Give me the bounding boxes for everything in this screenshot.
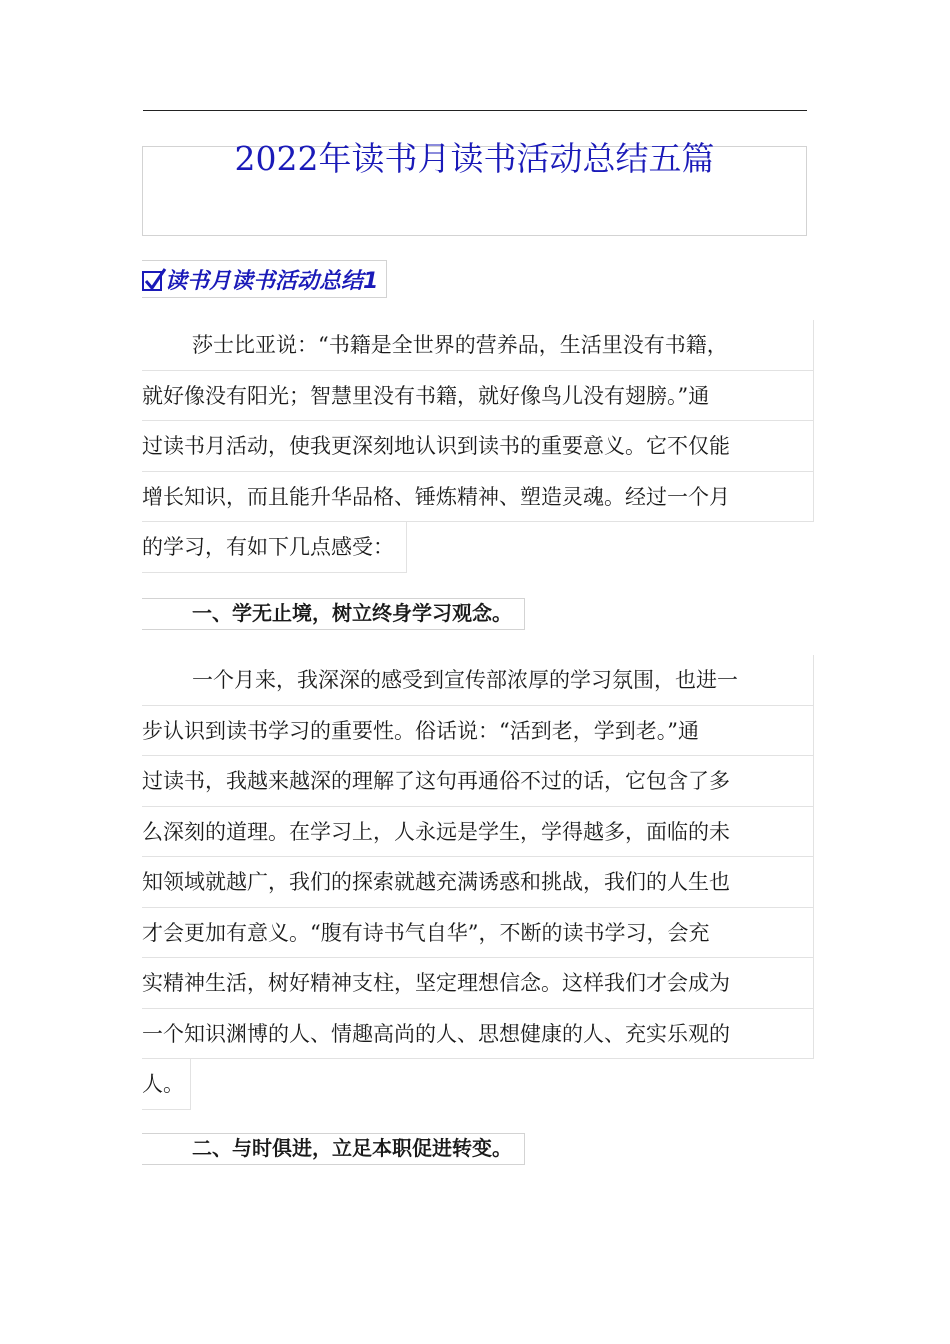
paragraph-2 — [142, 655, 814, 1110]
paragraph-line: 增长知识，而且能升华品格、锤炼精神、塑造灵魂。经过一个月 — [142, 472, 814, 523]
document-title: 2022年读书月读书活动总结五篇 — [234, 139, 715, 178]
paragraph-line: 一个月来，我深深的感受到宣传部浓厚的学习氛围，也进一 — [142, 655, 814, 706]
paragraph-line: 莎士比亚说：“书籍是全世界的营养品，生活里没有书籍， — [142, 320, 814, 371]
paragraph-line: 实精神生活，树好精神支柱，坚定理想信念。这样我们才会成为 — [142, 958, 814, 1009]
paragraph-line: 么深刻的道理。在学习上，人永远是学生，学得越多，面临的未 — [142, 807, 814, 858]
subheading-1: 一、学无止境，树立终身学习观念。 — [142, 598, 525, 630]
section-heading — [142, 260, 387, 298]
paragraph-line: 才会更加有意义。“腹有诗书气自华”，不断的读书学习，会充 — [142, 908, 814, 959]
header-rule — [143, 110, 807, 111]
paragraph-line: 知领域就越广，我们的探索就越充满诱惑和挑战，我们的人生也 — [142, 857, 814, 908]
subheading-2: 二、与时俱进，立足本职促进转变。 — [142, 1133, 525, 1165]
paragraph-line: 人。 — [142, 1059, 191, 1110]
checkbox-checked-icon — [142, 271, 162, 291]
paragraph-line: 过读书月活动，使我更深刻地认识到读书的重要意义。它不仅能 — [142, 421, 814, 472]
paragraph-line: 就好像没有阳光；智慧里没有书籍，就好像鸟儿没有翅膀。”通 — [142, 371, 814, 422]
paragraph-line: 步认识到读书学习的重要性。俗话说：“活到老，学到老。”通 — [142, 706, 814, 757]
paragraph-1 — [142, 320, 814, 573]
paragraph-line: 的学习，有如下几点感受： — [142, 522, 407, 573]
paragraph-line: 过读书，我越来越深的理解了这句再通俗不过的话，它包含了多 — [142, 756, 814, 807]
paragraph-line: 一个知识渊博的人、情趣高尚的人、思想健康的人、充实乐观的 — [142, 1009, 814, 1060]
section-heading-text: 读书月读书活动总结1 — [165, 268, 379, 294]
